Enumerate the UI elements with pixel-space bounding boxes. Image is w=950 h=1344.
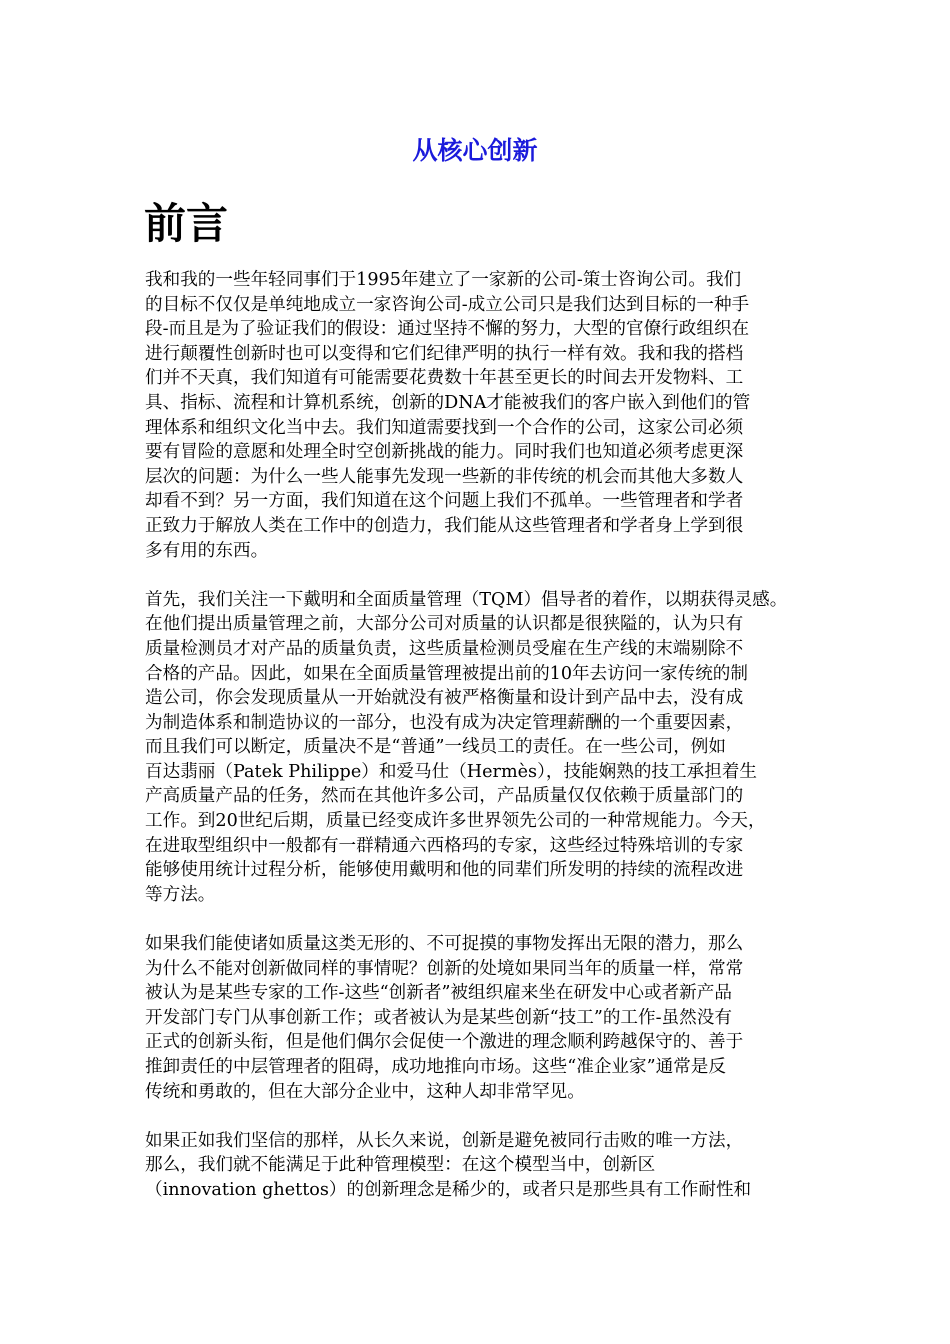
text-line: 理体系和组织文化当中去。我们知道需要找到一个合作的公司，这家公司必须 xyxy=(145,417,744,438)
text-line: 的目标不仅仅是单纯地成立一家咨询公司-成立公司只是我们达到目标的一种手 xyxy=(145,294,750,315)
text-line: 工作。到20世纪后期，质量已经变成许多世界领先公司的一种常规能力。今天， xyxy=(145,811,766,832)
text-line: 为制造体系和制造协议的一部分，也没有成为决定管理薪酬的一个重要因素， xyxy=(145,712,744,733)
text-line: 进行颠覆性创新时也可以变得和它们纪律严明的执行一样有效。我和我的搭档 xyxy=(145,343,744,364)
text-line: 却看不到？另一方面，我们知道在这个问题上我们不孤单。一些管理者和学者 xyxy=(145,491,744,512)
text-line: 正式的创新头衔，但是他们偶尔会促使一个激进的理念顺利跨越保守的、善于 xyxy=(145,1032,744,1053)
text-line: 等方法。 xyxy=(145,884,216,905)
text-line: 那么，我们就不能满足于此种管理模型：在这个模型当中，创新区 xyxy=(145,1155,656,1176)
text-line: 能够使用统计过程分析，能够使用戴明和他的同辈们所发明的持续的流程改进 xyxy=(145,860,744,881)
text-line: 层次的问题：为什么一些人能事先发现一些新的非传统的机会而其他大多数人 xyxy=(145,466,744,487)
text-line: 在进取型组织中一般都有一群精通六西格玛的专家，这些经过特殊培训的专家 xyxy=(145,835,744,856)
text-line: 产高质量产品的任务，然而在其他许多公司，产品质量仅仅依赖于质量部门的 xyxy=(145,786,744,807)
text-line: 我和我的一些年轻同事们于1995年建立了一家新的公司-策士咨询公司。我们 xyxy=(145,270,742,290)
text-line: 段-而且是为了验证我们的假设：通过坚持不懈的努力，大型的官僚行政组织在 xyxy=(145,319,750,340)
text-line: 传统和勇敢的，但在大部分企业中，这种人却非常罕见。 xyxy=(145,1081,585,1102)
text-line: 合格的产品。因此，如果在全面质量管理被提出前的10年去访问一家传统的制 xyxy=(145,663,748,684)
text-line: 质量检测员才对产品的质量负责，这些质量检测员受雇在生产线的末端剔除不 xyxy=(145,638,744,659)
text-line: 多有用的东西。 xyxy=(145,540,269,561)
document-title: 从核心创新 xyxy=(412,136,538,165)
text-line: 正致力于解放人类在工作中的创造力，我们能从这些管理者和学者身上学到很 xyxy=(145,515,744,536)
text-line: 在他们提出质量管理之前，大部分公司对质量的认识都是很狭隘的，认为只有 xyxy=(145,614,744,635)
body-text xyxy=(145,268,835,1227)
text-line: 们并不天真，我们知道有可能需要花费数十年甚至更长的时间去开发物料、工 xyxy=(145,368,744,389)
text-line: 具、指标、流程和计算机系统，创新的DNA才能被我们的客户嵌入到他们的管 xyxy=(145,392,751,413)
text-line: 为什么不能对创新做同样的事情呢？创新的处境如果同当年的质量一样，常常 xyxy=(145,958,744,979)
text-line: 要有冒险的意愿和处理全时空创新挑战的能力。同时我们也知道必须考虑更深 xyxy=(145,442,744,463)
text-line: （innovation ghettos）的创新理念是稀少的，或者只是那些具有工作耐性和 xyxy=(145,1179,752,1200)
text-line: 如果我们能使诸如质量这类无形的、不可捉摸的事物发挥出无限的潜力，那么 xyxy=(145,934,744,955)
section-heading: 前言 xyxy=(144,199,229,248)
paragraph xyxy=(145,268,835,563)
text-line: 如果正如我们坚信的那样，从长久来说，创新是避免被同行击败的唯一方法， xyxy=(145,1130,744,1151)
text-line: 开发部门专门从事创新工作；或者被认为是某些创新“技工”的工作-虽然没有 xyxy=(145,1007,732,1028)
text-line: 被认为是某些专家的工作-这些“创新者”被组织雇来坐在研发中心或者新产品 xyxy=(145,983,732,1004)
paragraph xyxy=(145,588,835,908)
paragraph xyxy=(145,932,835,1104)
text-line: 造公司，你会发现质量从一开始就没有被严格衡量和设计到产品中去，没有成 xyxy=(145,688,744,709)
text-line: 百达翡丽（Patek Philippe）和爱马仕（Hermès），技能娴熟的技工承担着生 xyxy=(145,761,758,782)
text-line: 而且我们可以断定，质量决不是“普通”一线员工的责任。在一些公司，例如 xyxy=(145,737,726,758)
text-line: 推卸责任的中层管理者的阻碍，成功地推向市场。这些“准企业家”通常是反 xyxy=(145,1057,726,1077)
paragraph xyxy=(145,1129,835,1203)
text-line: 首先，我们关注一下戴明和全面质量管理（TQM）倡导者的着作，以期获得灵感。 xyxy=(145,589,788,610)
